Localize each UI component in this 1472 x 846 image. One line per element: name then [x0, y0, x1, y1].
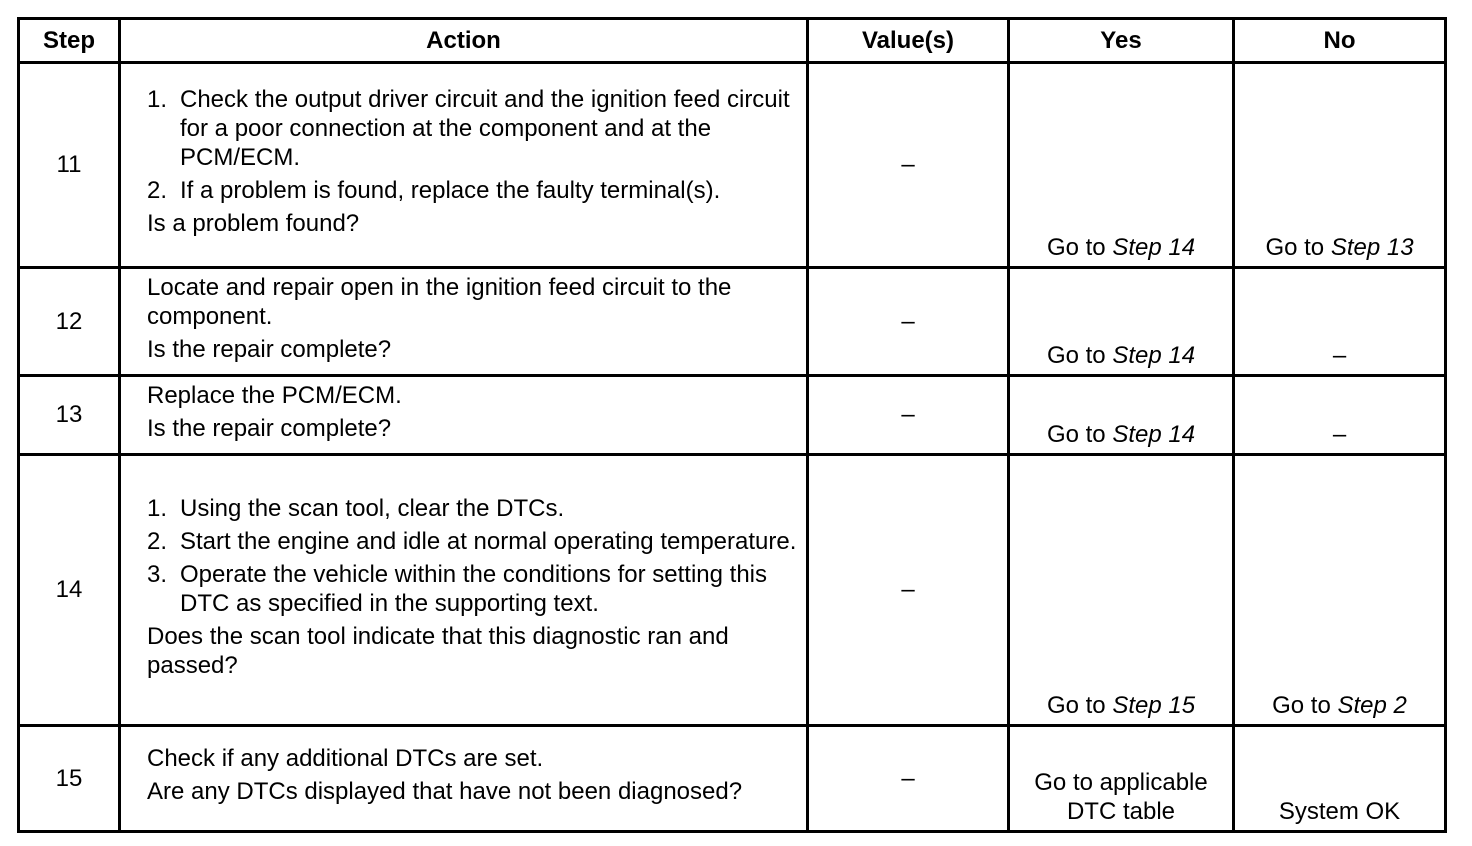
- action-list-item: [147, 176, 798, 205]
- no-text: Go to: [1265, 233, 1331, 261]
- action-list-item: [147, 527, 798, 556]
- yes-text: Go to applicable DTC table: [1034, 769, 1208, 825]
- yes-text: Go to: [1046, 233, 1113, 261]
- step-number: 15: [19, 725, 120, 831]
- action-item-number: 2.: [147, 527, 168, 555]
- action-cell: [120, 455, 808, 726]
- table-row: [19, 63, 1446, 268]
- no-text: –: [1332, 421, 1347, 449]
- table-body: [19, 63, 1446, 832]
- header-action: Action: [120, 19, 808, 63]
- yes-step-reference: Step 15: [1112, 691, 1196, 719]
- value-cell: –: [808, 375, 1009, 454]
- yes-cell: [1009, 63, 1234, 268]
- action-list-item: [147, 494, 798, 523]
- action-item-number: 3.: [147, 560, 168, 588]
- action-cell: [120, 725, 808, 831]
- action-item-text: Using the scan tool, clear the DTCs.: [180, 494, 565, 522]
- no-step-reference: Step 13: [1330, 233, 1414, 261]
- header-yes: Yes: [1009, 19, 1234, 63]
- action-line: Is the repair complete?: [147, 414, 392, 442]
- value-cell: –: [808, 725, 1009, 831]
- action-line: Check if any additional DTCs are set.: [147, 745, 544, 773]
- action-list: [147, 85, 798, 205]
- no-cell: [1234, 375, 1446, 454]
- no-text: System OK: [1278, 798, 1401, 825]
- yes-text: Go to: [1046, 421, 1113, 449]
- yes-cell: [1009, 375, 1234, 454]
- yes-step-reference: Step 14: [1112, 233, 1196, 261]
- action-list-item: [147, 560, 798, 618]
- action-line: Does the scan tool indicate that this diagnostic ran and passed?: [147, 622, 729, 679]
- action-item-number: 1.: [147, 86, 168, 114]
- header-no: No: [1234, 19, 1446, 63]
- header-step: Step: [19, 19, 120, 63]
- step-number: 13: [19, 375, 120, 454]
- header-values: Value(s): [808, 19, 1009, 63]
- table-row: [19, 725, 1446, 831]
- yes-text: Go to: [1046, 691, 1113, 719]
- table-row: [19, 455, 1446, 726]
- step-number: 12: [19, 267, 120, 375]
- yes-cell: [1009, 455, 1234, 726]
- action-list: [147, 494, 798, 618]
- no-cell: [1234, 267, 1446, 375]
- action-cell: [120, 63, 808, 268]
- action-item-text: Operate the vehicle within the conditions for setting this DTC as specified in the supporting text.: [180, 560, 767, 617]
- no-text: –: [1332, 341, 1347, 369]
- step-number: 14: [19, 455, 120, 726]
- yes-step-reference: Step 14: [1112, 421, 1196, 449]
- action-line: Are any DTCs displayed that have not been diagnosed?: [147, 778, 743, 806]
- action-list-item: [147, 85, 798, 172]
- action-line: Is the repair complete?: [147, 335, 392, 363]
- table-row: [19, 267, 1446, 375]
- diagnostic-table: [17, 17, 1447, 833]
- action-item-text: Check the output driver circuit and the ignition feed circuit for a poor connection at the component and at the PCM/ECM.: [180, 86, 790, 172]
- value-cell: –: [808, 63, 1009, 268]
- yes-cell: [1009, 267, 1234, 375]
- value-cell: –: [808, 267, 1009, 375]
- action-item-number: 1.: [147, 494, 168, 522]
- header-row: [19, 19, 1446, 63]
- yes-cell: [1009, 725, 1234, 831]
- no-text: Go to: [1272, 691, 1338, 719]
- action-item-text: If a problem is found, replace the faulty terminal(s).: [180, 177, 721, 205]
- action-cell: [120, 267, 808, 375]
- yes-step-reference: Step 14: [1112, 341, 1196, 369]
- no-cell: [1234, 63, 1446, 268]
- table-row: [19, 375, 1446, 454]
- action-item-text: Start the engine and idle at normal operating temperature.: [180, 527, 797, 555]
- no-step-reference: Step 2: [1337, 691, 1407, 719]
- action-item-number: 2.: [147, 177, 168, 205]
- step-number: 11: [19, 63, 120, 268]
- yes-text: Go to: [1046, 341, 1113, 369]
- no-cell: [1234, 455, 1446, 726]
- action-line: Locate and repair open in the ignition feed circuit to the component.: [147, 273, 732, 330]
- no-cell: [1234, 725, 1446, 831]
- action-cell: [120, 375, 808, 454]
- value-cell: –: [808, 455, 1009, 726]
- action-line: Replace the PCM/ECM.: [147, 381, 402, 409]
- action-line: Is a problem found?: [147, 210, 360, 238]
